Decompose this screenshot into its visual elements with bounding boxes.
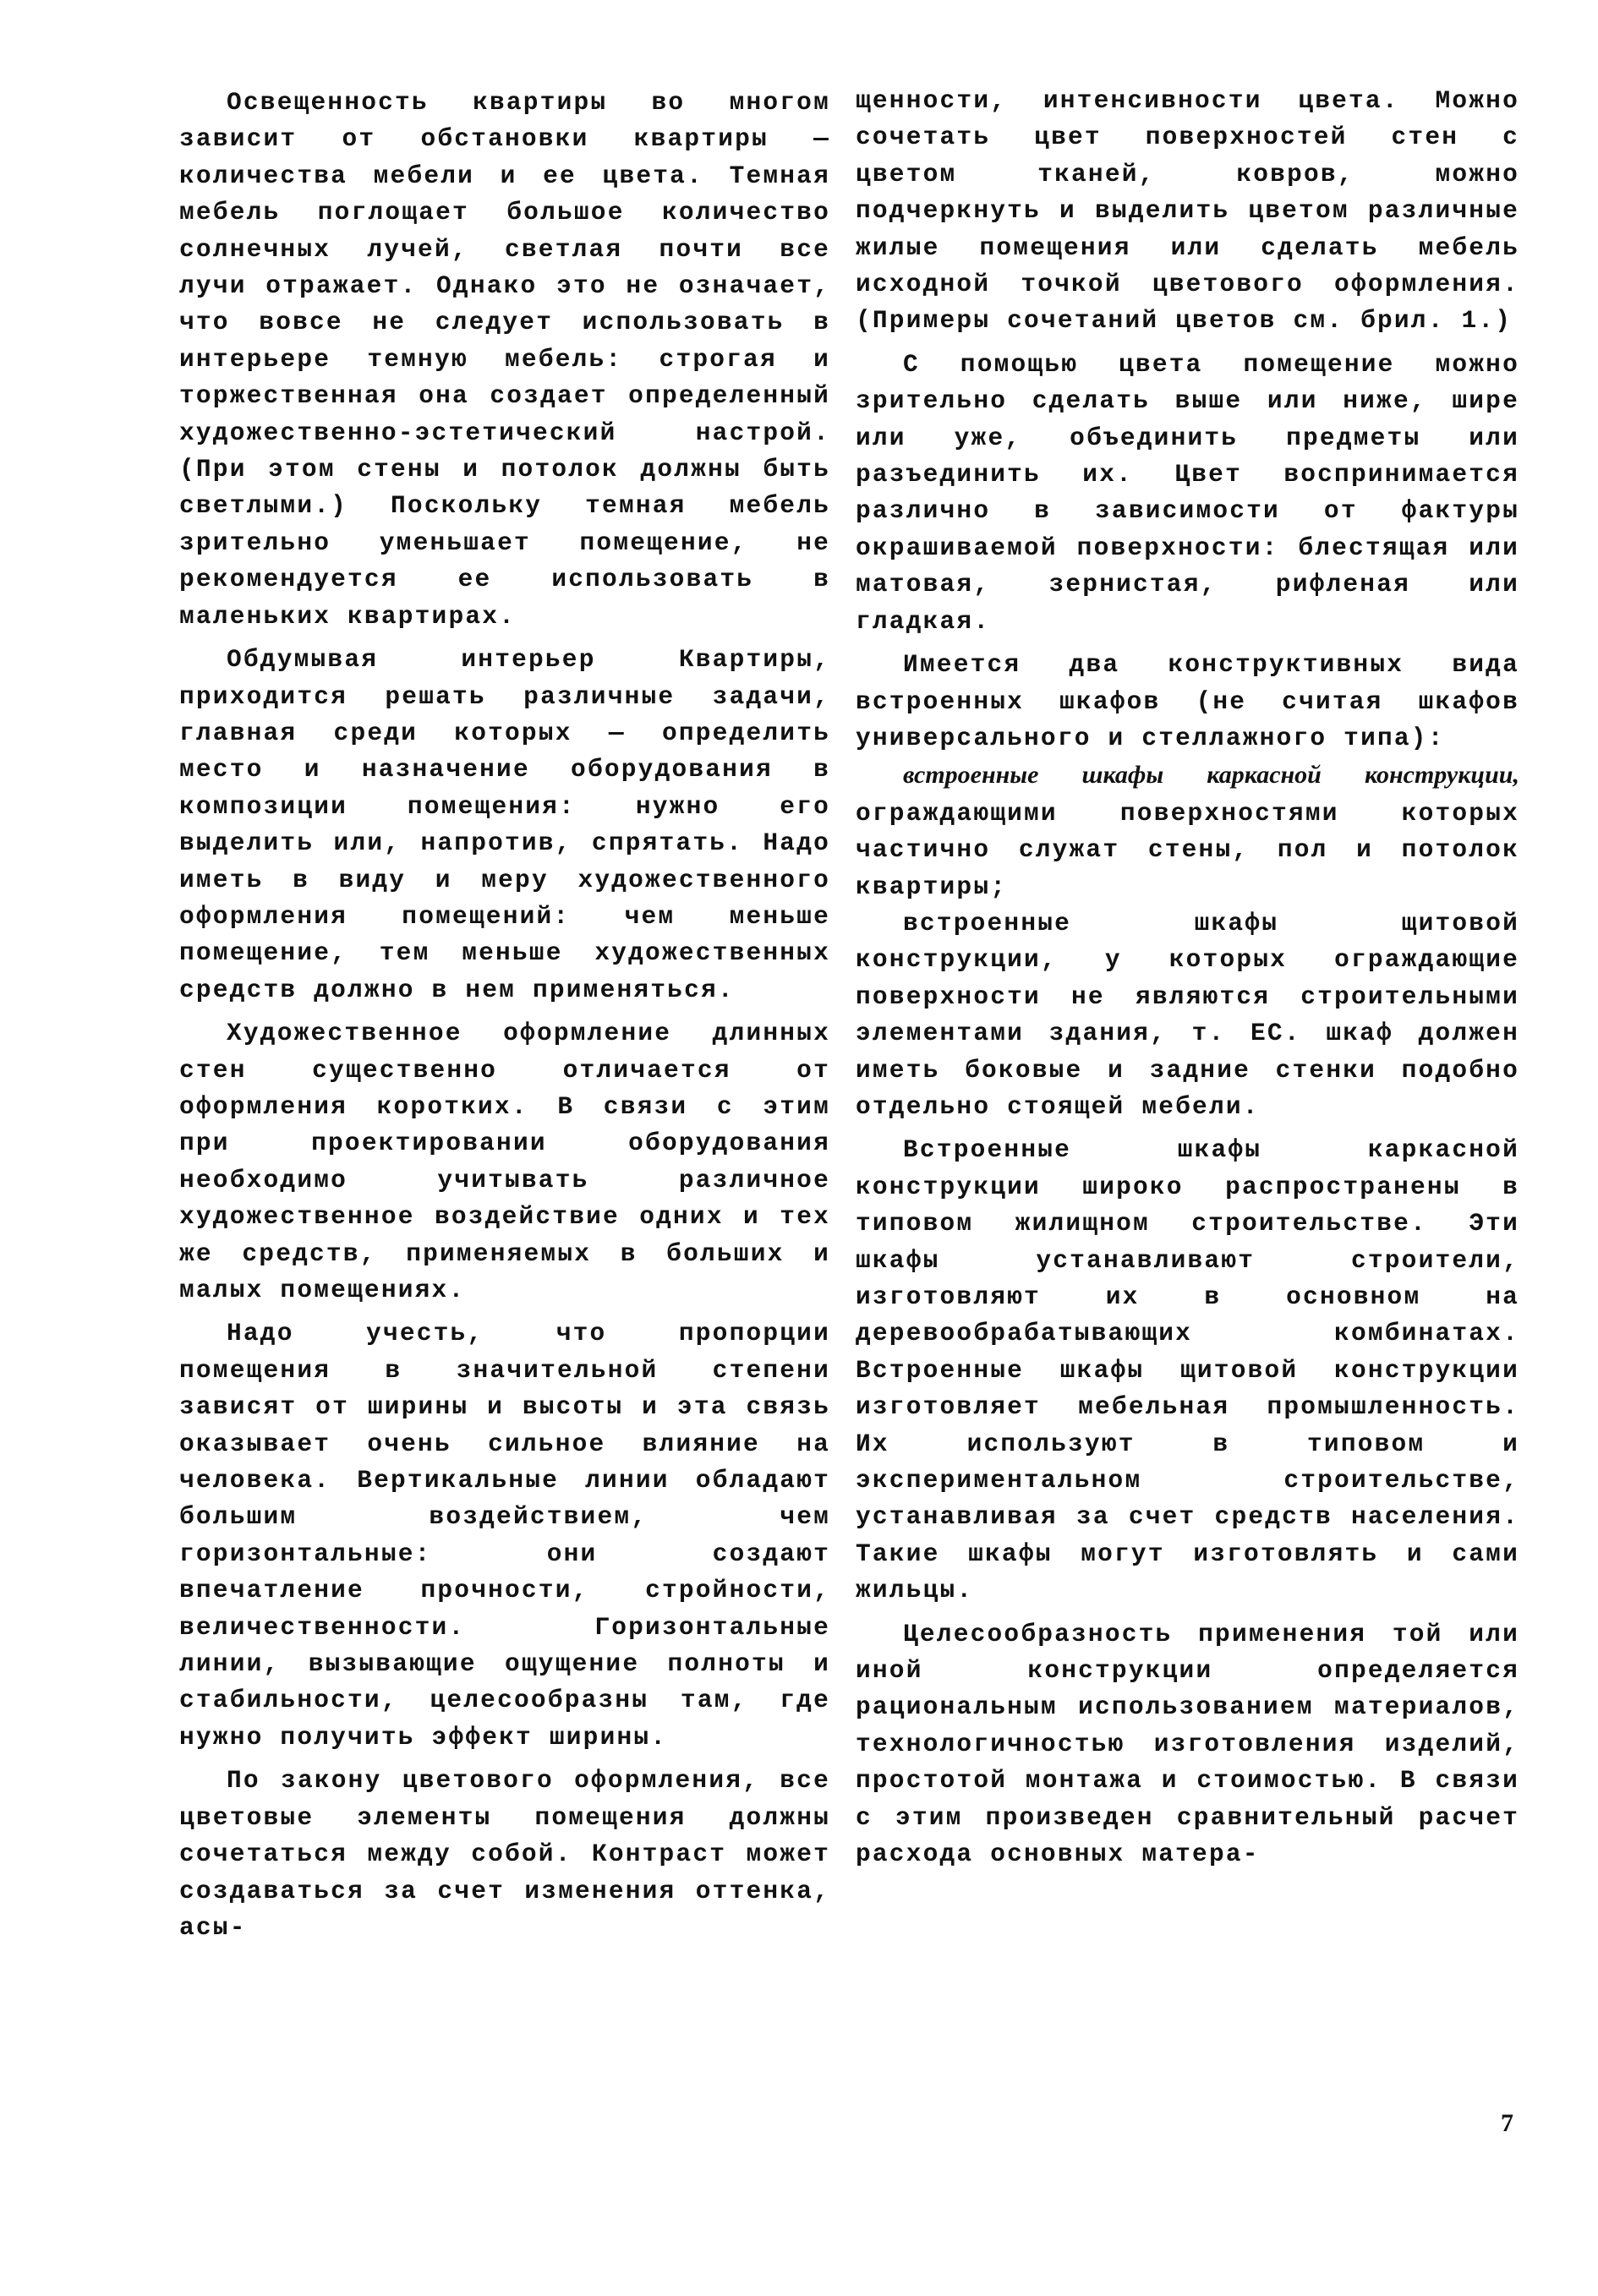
page-number: 7	[1501, 2109, 1513, 2137]
paragraph: Освещенность квартиры во многом зависит от обстановки квартиры — количества мебели и ее цвета. Темная мебель поглощает большое количество солнечных лучей, светлая почти все лучи отражает. Однако это не означает, что вовсе не следует использовать в интерьере темную мебель: строгая и торжественная она создает определенный художественно-эстетический настрой. (При этом стены и потолок должны быть светлыми.) Поскольку темная мебель зрительно уменьшает помещение, не рекомендуется ее использовать в маленьких квартирах.	[179, 88, 830, 631]
paragraph: щенности, интенсивности цвета. Можно сочетать цвет поверхностей стен с цветом тканей, ковров, можно подчеркнуть и выделить цветом различные жилые помещения или сделать мебель исходной точкой цветового оформления. (Примеры сочетаний цветов см. брил. 1.)	[856, 86, 1519, 336]
paragraph: С помощью цвета помещение можно зрительно сделать выше или ниже, шире или уже, объединить предметы или разъединить их. Цвет воспринимается различно в зависимости от фактуры окрашиваемой поверхности: блестящая или матовая, зернистая, рифленая или гладкая.	[856, 349, 1519, 636]
right-column	[856, 83, 1519, 1873]
paragraph: Художественное оформление длинных стен существенно отличается от оформления коротких. В связи с этим при проектировании оборудования необходимо учитывать различное художественное воздействие одних и тех же средств, применяемых в больших и малых помещениях.	[179, 1019, 830, 1304]
list-item-text: ограждающими поверхностями которых частично служат стены, пол и потолок квартиры;	[856, 798, 1519, 901]
italic-term: встроенные шкафы каркасной конструкции,	[903, 761, 1519, 790]
list-item	[856, 757, 1519, 905]
paragraph: Надо учесть, что пропорции помещения в значительной степени зависят от ширины и высоты и эта связь оказывает очень сильное влияние на человека. Вертикальные линии обладают большим воздействием, чем горизонтальные: они создают впечатление прочности, стройности, величественности. Горизонтальные линии, вызывающие ощущение полноты и стабильности, целесообразны там, где нужно получить эффект ширины.	[179, 1319, 830, 1752]
paragraph: Имеется два конструктивных вида встроенных шкафов (не считая шкафов универсального и стеллажного типа):	[856, 650, 1519, 752]
paragraph: Обдумывая интерьер Квартиры, приходится решать различные задачи, главная среди которых — определить место и назначение оборудования в композиции помещения: нужно его выделить или, напротив, спрятать. Надо иметь в виду и меру художественного оформления помещений: чем меньше помещение, тем меньше художественных средств должно в нем применяться.	[179, 645, 830, 1004]
paragraph: Целесообразность применения той или иной конструкции определяется рациональным использованием материалов, технологичностью изготовления изделий, простотой монтажа и стоимостью. В связи с этим произведен сравнительный расчет расхода основных матера-	[856, 1619, 1519, 1869]
paragraph: По закону цветового оформления, все цветовые элементы помещения должны сочетаться между собой. Контраст может создаваться за счет изменения оттенка, асы-	[179, 1766, 830, 1942]
left-column	[179, 85, 830, 1946]
list-item: встроенные шкафы щитовой конструкции, у которых ограждающие поверхности не являются строительными элементами здания, т. ЕС. шкаф должен иметь боковые и задние стенки подобно отдельно стоящей мебели.	[856, 908, 1519, 1121]
paragraph: Встроенные шкафы каркасной конструкции широко распространены в типовом жилищном строительстве. Эти шкафы устанавливают строители, изготовляют их в основном на деревообрабатывающих комбинатах. Встроенные шкафы щитовой конструкции изготовляет мебельная промышленность. Их используют в типовом и экспериментальном строительстве, устанавливая за счет средств населения. Такие шкафы могут изготовлять и сами жильцы.	[856, 1135, 1519, 1605]
